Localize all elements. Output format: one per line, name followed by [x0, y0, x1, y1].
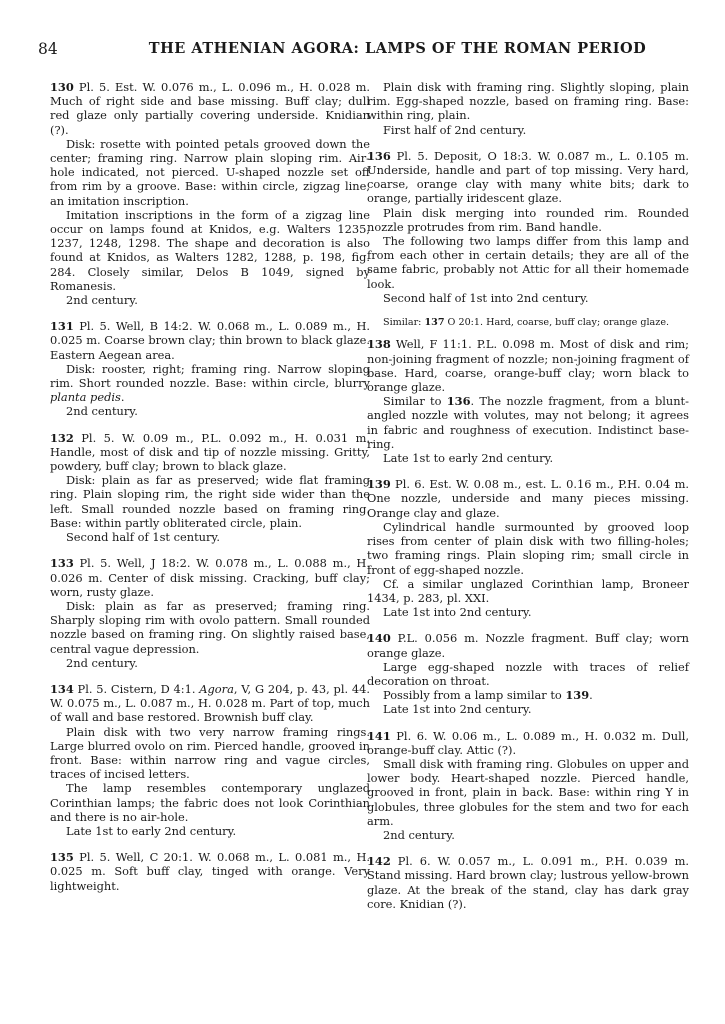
entry-date: Second half of 1st into 2nd century.: [383, 290, 589, 305]
right-column: [367, 80, 689, 923]
entry-date: Late 1st into 2nd century.: [383, 605, 532, 620]
catalog-entry-138: [367, 337, 689, 465]
entry-description: Cylindrical handle surmounted by grooved loop rises from center of plain disk with two filling-holes; two framing rings. Plain sloping rim; small circle in front of egg-shaped nozzle.: [367, 519, 689, 577]
entry-heading: Pl. 5. Est. W. 0.076 m., L. 0.096 m., H. 0.028 m. Much of right side and base missing. Buff clay; dull red glaze only partially covering underside. Knidian (?).: [50, 80, 370, 137]
entry-heading: Pl. 5. Well, J 18:2. W. 0.078 m., L. 0.088 m., H. 0.026 m. Center of disk missing. Cracking, buff clay; worn, rusty glaze.: [50, 556, 370, 599]
catalog-entry-132: [50, 431, 370, 545]
entry-description: Disk: rosette with pointed petals grooved down the center; framing ring. Narrow plain sloping rim. Air-hole indicated, not pierced. U-shaped nozzle set off from rim by a groove. Base: within circle, zigzag line, an imitation inscription.: [50, 136, 370, 208]
entry-number: 130: [50, 80, 74, 94]
italic-term: planta pedis: [50, 390, 121, 405]
entry-comment: The following two lamps differ from this lamp and from each other in certain details; they are all of the same fabric, probably not Attic for all their homemade look.: [367, 234, 689, 291]
catalog-entry-131: [50, 319, 370, 418]
catalog-entry-135: [50, 850, 370, 893]
entry-description: Plain disk merging into rounded rim. Rounded nozzle protrudes from rim. Band handle.: [367, 205, 689, 234]
entry-number: 131: [50, 319, 74, 334]
catalog-entry-136: [367, 149, 689, 305]
catalog-entry-130: [50, 80, 370, 307]
entry-heading: Well, F 11:1. P.L. 0.098 m. Most of disk and rim; non-joining fragment of nozzle; non-joining fragment of base. Hard, coarse, orange-buff clay; worn black to orange glaze.: [367, 337, 689, 395]
entry-heading: Pl. 5. Well, C 20:1. W. 0.068 m., L. 0.081 m., H. 0.025 m. Soft buff clay, tinged with orange. Very lightweight.: [50, 850, 370, 893]
entry-heading: P.L. 0.056 m. Nozzle fragment. Buff clay; worn orange glaze.: [367, 631, 689, 660]
left-column: [50, 80, 370, 905]
entry-date: Second half of 1st century.: [66, 530, 220, 545]
entry-description: Small disk with framing ring. Globules on upper and lower body. Heart-shaped nozzle. Pierced handle, grooved in front, plain in back. Base: within ring Y in globules, three globules for the stem and two for each arm.: [367, 756, 689, 828]
catalog-entry-141: [367, 729, 689, 843]
entry-date: 2nd century.: [66, 404, 138, 419]
entry-date: 2nd century.: [383, 827, 455, 842]
entry-number: 139: [367, 477, 391, 492]
entry-heading: Pl. 5. W. 0.09 m., P.L. 0.092 m., H. 0.031 m. Handle, most of disk and tip of nozzle missing. Gritty, powdery, buff clay; brown to black glaze.: [50, 430, 370, 474]
catalog-entry-134: 134 Pl. 5. Cistern, D 4:1. Agora, V, G 204, p. 43, pl. 44. W. 0.075 m., L. 0.087 m., H. 0.028 m. Part of top, much of wall and base restored. Brownish buff clay. Plain disk with two very narrow framing rings. Large blurred ovolo on rim. Pierced handle, grooved in front. Base: within narrow ring and vague circles, traces of incised letters. The lamp resembles contemporary unglazed Corinthian lamps; the fabric does not look Corinthian and there is no air-hole. Late 1st to early 2nd century.: [50, 681, 371, 838]
entry-comment: Possibly from a lamp similar to 139.: [383, 688, 593, 703]
catalog-entry-140: [367, 631, 689, 716]
italic-term: Agora: [199, 681, 234, 696]
entry-date: Late 1st into 2nd century.: [383, 702, 532, 717]
entry-date: Late 1st to early 2nd century.: [383, 451, 554, 466]
entry-number: 137: [424, 317, 445, 329]
entry-reference: 136: [446, 394, 471, 409]
entry-date: Late 1st to early 2nd century.: [66, 823, 237, 838]
entry-comment: Imitation inscriptions in the form of a zigzag line occur on lamps found at Knidos, e.g. Walters 1235, 1237, 1248, 1298. The shape and decoration is also found at Knidos, as Walters 1282, 1288, p. 198, fig. 284. Closely similar, Delos B 1049, signed by Romanesis.: [50, 207, 370, 293]
entry-number: 135: [50, 850, 74, 865]
entry-description: Plain disk with framing ring. Slightly sloping, plain rim. Egg-shaped nozzle, based on framing ring. Base: within ring, plain.: [367, 80, 689, 123]
entry-number: 142: [367, 854, 391, 869]
entry-description: Disk: plain as far as preserved; wide flat framing ring. Plain sloping rim, the right side wider than the left. Small rounded nozzle based on framing ring. Base: within partly obliterated circle, plain.: [50, 473, 370, 530]
running-title: THE ATHENIAN AGORA: LAMPS OF THE ROMAN PERIOD: [148, 40, 647, 57]
entry-heading: Pl. 5. Well, B 14:2. W. 0.068 m., L. 0.089 m., H. 0.025 m. Coarse brown clay; thin brown to black glaze. Eastern Aegean area.: [50, 319, 370, 362]
entry-comment: Cf. a similar unglazed Corinthian lamp, Broneer 1434, p. 283, pl. XXI.: [367, 576, 689, 605]
entry-comment: The lamp resembles contemporary unglazed Corinthian lamps; the fabric does not look Corinthian and there is no air-hole.: [50, 781, 370, 824]
entry-heading: Pl. 5. Deposit, O 18:3. W. 0.087 m., L. 0.105 m. Underside, handle and part of top missing. Very hard, coarse, orange clay with many white bits; dark to orange, partially iridescent glaze.: [367, 148, 689, 206]
page-header: [38, 40, 685, 62]
entry-number: 140: [367, 631, 391, 646]
entry-date: 2nd century.: [66, 293, 138, 308]
catalog-entry-133: [50, 556, 370, 670]
entry-description: Large egg-shaped nozzle with traces of relief decoration on throat.: [367, 659, 689, 688]
entry-description: Disk: rooster, right; framing ring. Narrow sloping rim. Short rounded nozzle. Base: within circle, blurry planta pedis.: [50, 361, 370, 405]
entry-description: Plain disk with two very narrow framing rings. Large blurred ovolo on rim. Pierced handle, grooved in front. Base: within narrow ring and vague circles, traces of incised letters.: [50, 724, 370, 782]
entry-heading: Pl. 6. Est. W. 0.08 m., est. L. 0.16 m., P.H. 0.04 m. One nozzle, underside and many pieces missing. Orange clay and glaze.: [367, 477, 689, 520]
entry-description: Disk: plain as far as preserved; framing ring. Sharply sloping rim with ovolo pattern. Small rounded nozzle based on framing ring. On slightly raised base, central vague depression.: [50, 598, 370, 656]
catalog-entry-139: [367, 477, 689, 619]
entry-number: 136: [367, 148, 391, 163]
entry-number: 133: [50, 556, 74, 571]
entry-number: 141: [367, 728, 391, 743]
entry-number: 138: [367, 337, 391, 352]
entry-heading: Pl. 6. W. 0.06 m., L. 0.089 m., H. 0.032 m. Dull, orange-buff clay. Attic (?).: [367, 728, 689, 757]
entry-heading: Pl. 6. W. 0.057 m., L. 0.091 m., P.H. 0.039 m. Stand missing. Hard brown clay; lustrous yellow-brown glaze. At the break of the stand, clay has dark gray core. Knidian (?).: [367, 854, 689, 911]
catalog-entry-142: [367, 854, 689, 911]
entry-date: 2nd century.: [66, 655, 138, 670]
similar-note-137: Similar: 137 O 20:1. Hard, coarse, buff clay; orange glaze.: [383, 317, 670, 329]
entry-number: 134: [50, 681, 74, 696]
entry-reference: 139: [565, 688, 590, 703]
entry-number: 132: [50, 430, 74, 445]
entry-date: First half of 2nd century.: [383, 122, 527, 137]
page-number: 84: [38, 40, 58, 58]
entry-description: Similar to 136. The nozzle fragment, from a blunt-angled nozzle with volutes, may not belong; it agrees in fabric and roughness of execution. Indistinct base-ring.: [367, 394, 689, 451]
catalog-entry-135-continued: [367, 80, 689, 137]
